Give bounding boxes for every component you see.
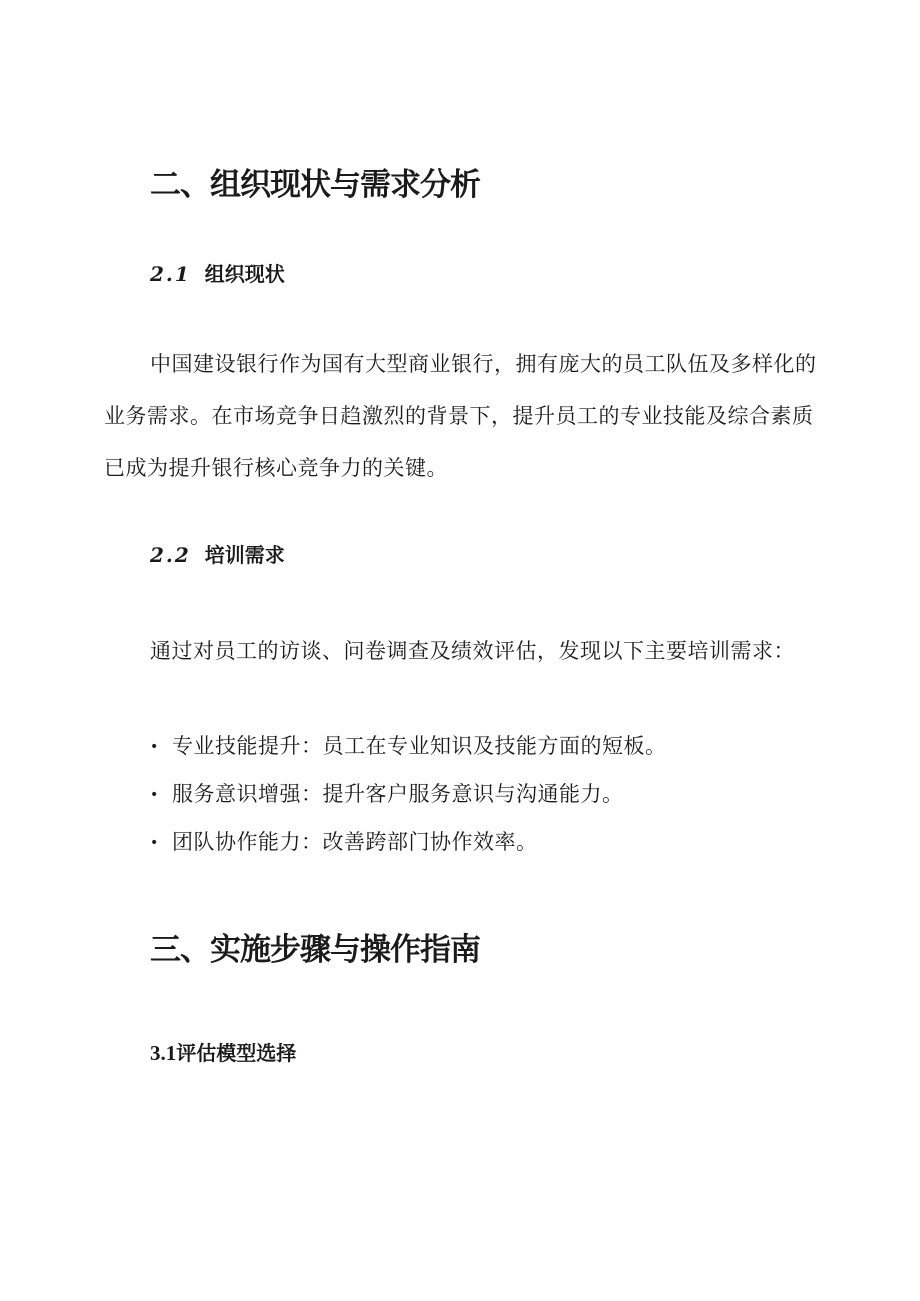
training-needs-list [150,729,667,873]
section-3-title: 三、实施步骤与操作指南 [150,932,480,968]
subsection-3-1-title: 评估模型选择 [176,1041,297,1065]
subsection-3-1-number: 3.1 [150,1041,177,1065]
subsection-2-2-number: 2.2 [150,543,191,567]
subsection-3-1-heading [150,1039,296,1067]
subsection-2-2-heading [150,541,285,569]
bullet-icon: • [150,835,159,851]
list-item [150,729,667,777]
subsection-2-1-heading [150,260,285,288]
list-item-text: 团队协作能力：改善跨部门协作效率。 [172,830,538,854]
training-needs-intro: 通过对员工的访谈、问卷调查及绩效评估，发现以下主要培训需求： [150,639,795,663]
list-item [150,825,667,873]
list-item-text: 服务意识增强：提升客户服务意识与沟通能力。 [172,782,624,806]
list-item [150,777,667,825]
subsection-2-2-title: 培训需求 [204,543,285,567]
subsection-2-1-title: 组织现状 [204,262,285,286]
subsection-2-1-number: 2.1 [150,262,191,286]
section-2-title: 二、组织现状与需求分析 [150,167,480,203]
bullet-icon: • [150,787,159,803]
org-status-paragraph: 中国建设银行作为国有大型商业银行，拥有庞大的员工队伍及多样化的业务需求。在市场竞争日趋激烈的背景下，提升员工的专业技能及综合素质已成为提升银行核心竞争力的关键。 [104,352,817,480]
bullet-icon: • [150,739,159,755]
list-item-text: 专业技能提升：员工在专业知识及技能方面的短板。 [172,734,667,758]
